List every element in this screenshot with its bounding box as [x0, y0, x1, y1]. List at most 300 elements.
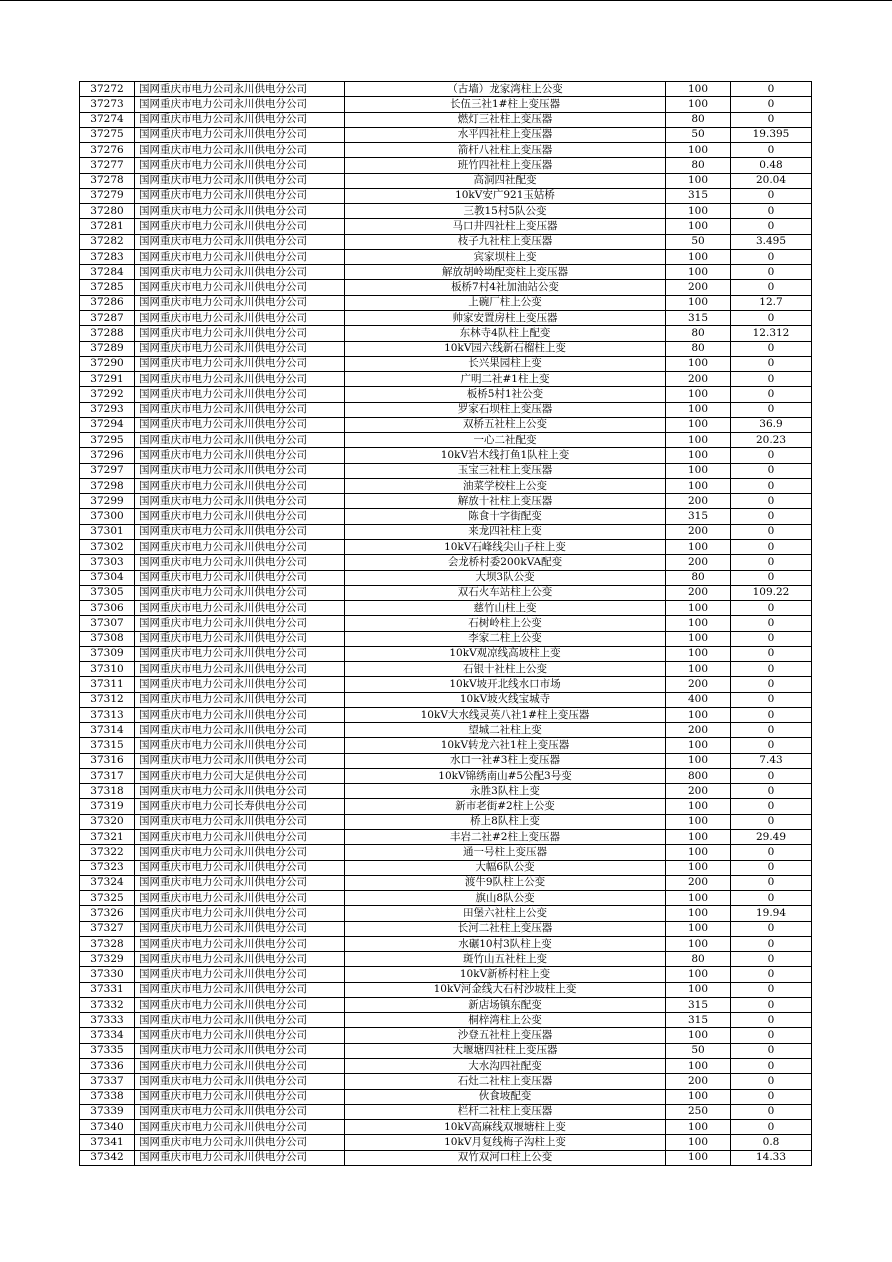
- cell-record-id: 37272: [80, 82, 135, 97]
- cell-company: 国网重庆市电力公司永川供电分公司: [135, 1043, 345, 1058]
- cell-capacity: 200: [666, 723, 731, 738]
- cell-record-id: 37273: [80, 97, 135, 112]
- table-row: [80, 753, 812, 768]
- table-row: [80, 906, 812, 921]
- cell-transformer-name: 栏杆二社柱上变压器: [345, 1104, 666, 1119]
- cell-transformer-name: 旗山8队公变: [345, 891, 666, 906]
- cell-record-id: 37286: [80, 295, 135, 310]
- cell-capacity: 80: [666, 570, 731, 585]
- table-body: [80, 82, 812, 1166]
- cell-record-id: 37337: [80, 1074, 135, 1089]
- cell-capacity: 100: [666, 616, 731, 631]
- cell-value: 0: [731, 112, 812, 127]
- cell-company: 国网重庆市电力公司永川供电分公司: [135, 555, 345, 570]
- cell-transformer-name: 丰岩二社#2柱上变压器: [345, 830, 666, 845]
- cell-transformer-name: 10kV月复线梅子沟柱上变: [345, 1135, 666, 1150]
- cell-record-id: 37303: [80, 555, 135, 570]
- cell-transformer-name: 双竹双河口柱上公变: [345, 1150, 666, 1165]
- cell-capacity: 100: [666, 249, 731, 264]
- table-row: [80, 1059, 812, 1074]
- cell-company: 国网重庆市电力公司永川供电分公司: [135, 814, 345, 829]
- table-row: [80, 875, 812, 890]
- cell-capacity: 100: [666, 906, 731, 921]
- cell-record-id: 37292: [80, 387, 135, 402]
- cell-value: 0: [731, 1043, 812, 1058]
- cell-company: 国网重庆市电力公司永川供电分公司: [135, 753, 345, 768]
- cell-company: 国网重庆市电力公司永川供电分公司: [135, 631, 345, 646]
- cell-transformer-name: 斑竹山五社柱上变: [345, 952, 666, 967]
- cell-record-id: 37317: [80, 768, 135, 783]
- cell-record-id: 37323: [80, 860, 135, 875]
- cell-company: 国网重庆市电力公司永川供电分公司: [135, 509, 345, 524]
- cell-transformer-name: 箭杆八社柱上变压器: [345, 143, 666, 158]
- cell-company: 国网重庆市电力公司永川供电分公司: [135, 356, 345, 371]
- table-row: [80, 555, 812, 570]
- cell-transformer-name: 板桥5村1社公变: [345, 387, 666, 402]
- cell-value: 0: [731, 860, 812, 875]
- cell-record-id: 37320: [80, 814, 135, 829]
- table-row: [80, 1013, 812, 1028]
- cell-company: 国网重庆市电力公司永川供电分公司: [135, 1089, 345, 1104]
- table-row: [80, 448, 812, 463]
- cell-transformer-name: 伙食坡配变: [345, 1089, 666, 1104]
- cell-value: 12.312: [731, 326, 812, 341]
- cell-transformer-name: 枝子九社柱上变压器: [345, 234, 666, 249]
- cell-value: 12.7: [731, 295, 812, 310]
- cell-company: 国网重庆市电力公司永川供电分公司: [135, 1150, 345, 1165]
- cell-capacity: 80: [666, 326, 731, 341]
- cell-value: 0.48: [731, 158, 812, 173]
- cell-capacity: 100: [666, 1135, 731, 1150]
- cell-value: 0: [731, 310, 812, 325]
- cell-company: 国网重庆市电力公司永川供电分公司: [135, 234, 345, 249]
- cell-transformer-name: 10kV石峰线尖山子柱上变: [345, 539, 666, 554]
- cell-company: 国网重庆市电力公司永川供电分公司: [135, 646, 345, 661]
- cell-value: 0: [731, 631, 812, 646]
- cell-value: 0: [731, 921, 812, 936]
- cell-company: 国网重庆市电力公司永川供电分公司: [135, 204, 345, 219]
- cell-capacity: 200: [666, 280, 731, 295]
- cell-record-id: 37275: [80, 127, 135, 142]
- cell-capacity: 100: [666, 356, 731, 371]
- cell-value: 0: [731, 1074, 812, 1089]
- cell-value: 0: [731, 1013, 812, 1028]
- cell-record-id: 37333: [80, 1013, 135, 1028]
- cell-company: 国网重庆市电力公司永川供电分公司: [135, 463, 345, 478]
- cell-transformer-name: 10kV高麻线双堰塘柱上变: [345, 1120, 666, 1135]
- cell-transformer-name: 10kV新桥村柱上变: [345, 967, 666, 982]
- cell-record-id: 37340: [80, 1120, 135, 1135]
- cell-value: 0: [731, 768, 812, 783]
- cell-record-id: 37298: [80, 478, 135, 493]
- cell-value: 0: [731, 845, 812, 860]
- page-top-border: [0, 0, 892, 1]
- cell-record-id: 37307: [80, 616, 135, 631]
- cell-transformer-name: 望城二社柱上变: [345, 723, 666, 738]
- table-row: [80, 280, 812, 295]
- table-row: [80, 234, 812, 249]
- cell-capacity: 800: [666, 768, 731, 783]
- cell-transformer-name: 来龙四社柱上变: [345, 524, 666, 539]
- cell-capacity: 100: [666, 433, 731, 448]
- table-row: [80, 326, 812, 341]
- cell-record-id: 37327: [80, 921, 135, 936]
- cell-record-id: 37328: [80, 936, 135, 951]
- cell-value: 0: [731, 784, 812, 799]
- table-row: [80, 601, 812, 616]
- cell-capacity: 100: [666, 448, 731, 463]
- cell-company: 国网重庆市电力公司永川供电分公司: [135, 1120, 345, 1135]
- cell-transformer-name: 一心二社配变: [345, 433, 666, 448]
- cell-company: 国网重庆市电力公司永川供电分公司: [135, 112, 345, 127]
- cell-transformer-name: 双桥五社柱上公变: [345, 417, 666, 432]
- cell-value: 19.395: [731, 127, 812, 142]
- cell-capacity: 100: [666, 82, 731, 97]
- cell-value: 0: [731, 463, 812, 478]
- cell-company: 国网重庆市电力公司永川供电分公司: [135, 982, 345, 997]
- cell-value: 0: [731, 509, 812, 524]
- cell-transformer-name: 长伍三社1#柱上变压器: [345, 97, 666, 112]
- cell-capacity: 100: [666, 845, 731, 860]
- table-row: [80, 799, 812, 814]
- cell-value: 0: [731, 1028, 812, 1043]
- cell-transformer-name: 板桥7村4社加油站公变: [345, 280, 666, 295]
- table-row: [80, 723, 812, 738]
- table-row: [80, 967, 812, 982]
- cell-value: 0: [731, 601, 812, 616]
- table-row: [80, 921, 812, 936]
- cell-value: 36.9: [731, 417, 812, 432]
- table-row: [80, 845, 812, 860]
- cell-record-id: 37308: [80, 631, 135, 646]
- table-row: [80, 219, 812, 234]
- cell-company: 国网重庆市电力公司永川供电分公司: [135, 906, 345, 921]
- cell-company: 国网重庆市电力公司永川供电分公司: [135, 219, 345, 234]
- table-row: [80, 784, 812, 799]
- table-row: [80, 1120, 812, 1135]
- cell-record-id: 37332: [80, 997, 135, 1012]
- cell-record-id: 37335: [80, 1043, 135, 1058]
- cell-transformer-name: 10kV园六线新石榴柱上变: [345, 341, 666, 356]
- cell-capacity: 100: [666, 1059, 731, 1074]
- cell-value: 0: [731, 570, 812, 585]
- cell-capacity: 100: [666, 646, 731, 661]
- cell-record-id: 37306: [80, 601, 135, 616]
- cell-company: 国网重庆市电力公司永川供电分公司: [135, 875, 345, 890]
- cell-company: 国网重庆市电力公司永川供电分公司: [135, 891, 345, 906]
- cell-company: 国网重庆市电力公司永川供电分公司: [135, 82, 345, 97]
- table-row: [80, 830, 812, 845]
- cell-value: 0: [731, 646, 812, 661]
- cell-value: 0: [731, 524, 812, 539]
- table-row: [80, 707, 812, 722]
- cell-transformer-name: 新店场镇东配变: [345, 997, 666, 1012]
- cell-company: 国网重庆市电力公司永川供电分公司: [135, 601, 345, 616]
- cell-record-id: 37338: [80, 1089, 135, 1104]
- table-row: [80, 402, 812, 417]
- cell-capacity: 100: [666, 204, 731, 219]
- table-row: [80, 112, 812, 127]
- cell-capacity: 50: [666, 234, 731, 249]
- cell-capacity: 100: [666, 265, 731, 280]
- cell-capacity: 315: [666, 1013, 731, 1028]
- cell-value: 0: [731, 799, 812, 814]
- cell-capacity: 100: [666, 417, 731, 432]
- cell-transformer-name: 长河二社柱上变压器: [345, 921, 666, 936]
- cell-value: 109.22: [731, 585, 812, 600]
- cell-capacity: 50: [666, 1043, 731, 1058]
- cell-company: 国网重庆市电力公司永川供电分公司: [135, 310, 345, 325]
- table-row: [80, 539, 812, 554]
- cell-record-id: 37287: [80, 310, 135, 325]
- cell-company: 国网重庆市电力公司永川供电分公司: [135, 997, 345, 1012]
- cell-record-id: 37302: [80, 539, 135, 554]
- table-row: [80, 188, 812, 203]
- cell-record-id: 37274: [80, 112, 135, 127]
- cell-company: 国网重庆市电力公司永川供电分公司: [135, 188, 345, 203]
- cell-value: 0: [731, 1059, 812, 1074]
- cell-company: 国网重庆市电力公司永川供电分公司: [135, 326, 345, 341]
- cell-company: 国网重庆市电力公司永川供电分公司: [135, 1074, 345, 1089]
- cell-value: 0: [731, 219, 812, 234]
- cell-capacity: 100: [666, 921, 731, 936]
- table-row: [80, 952, 812, 967]
- cell-value: 0: [731, 97, 812, 112]
- table-row: [80, 738, 812, 753]
- cell-value: 0: [731, 997, 812, 1012]
- cell-transformer-name: 10kV河金线大石村沙坡柱上变: [345, 982, 666, 997]
- cell-value: 0: [731, 952, 812, 967]
- table-row: [80, 265, 812, 280]
- cell-record-id: 37322: [80, 845, 135, 860]
- cell-capacity: 100: [666, 830, 731, 845]
- table-row: [80, 463, 812, 478]
- cell-company: 国网重庆市电力公司永川供电分公司: [135, 402, 345, 417]
- cell-company: 国网重庆市电力公司永川供电分公司: [135, 280, 345, 295]
- cell-value: 0: [731, 616, 812, 631]
- cell-company: 国网重庆市电力公司永川供电分公司: [135, 341, 345, 356]
- cell-capacity: 100: [666, 936, 731, 951]
- cell-value: 0: [731, 204, 812, 219]
- cell-capacity: 315: [666, 310, 731, 325]
- cell-transformer-name: 田堡六社柱上公变: [345, 906, 666, 921]
- cell-record-id: 37299: [80, 494, 135, 509]
- cell-transformer-name: 桥上8队柱上变: [345, 814, 666, 829]
- cell-capacity: 100: [666, 753, 731, 768]
- cell-company: 国网重庆市电力公司永川供电分公司: [135, 158, 345, 173]
- table-row: [80, 768, 812, 783]
- cell-capacity: 100: [666, 799, 731, 814]
- cell-capacity: 200: [666, 784, 731, 799]
- cell-transformer-name: 石树岭柱上公变: [345, 616, 666, 631]
- table-row: [80, 860, 812, 875]
- cell-company: 国网重庆市电力公司永川供电分公司: [135, 1135, 345, 1150]
- cell-company: 国网重庆市电力公司永川供电分公司: [135, 707, 345, 722]
- table-row: [80, 1150, 812, 1165]
- cell-record-id: 37276: [80, 143, 135, 158]
- table-row: [80, 341, 812, 356]
- cell-transformer-name: 10kV安广921玉姑桥: [345, 188, 666, 203]
- cell-company: 国网重庆市电力公司永川供电分公司: [135, 662, 345, 677]
- cell-company: 国网重庆市电力公司永川供电分公司: [135, 1028, 345, 1043]
- cell-capacity: 100: [666, 1028, 731, 1043]
- cell-capacity: 200: [666, 1074, 731, 1089]
- cell-capacity: 100: [666, 463, 731, 478]
- cell-transformer-name: 石银十社柱上公变: [345, 662, 666, 677]
- cell-company: 国网重庆市电力公司永川供电分公司: [135, 784, 345, 799]
- cell-transformer-name: 通一号柱上变压器: [345, 845, 666, 860]
- cell-record-id: 37297: [80, 463, 135, 478]
- cell-company: 国网重庆市电力公司永川供电分公司: [135, 585, 345, 600]
- cell-value: 0: [731, 662, 812, 677]
- cell-capacity: 100: [666, 1089, 731, 1104]
- table-row: [80, 249, 812, 264]
- cell-record-id: 37311: [80, 677, 135, 692]
- cell-record-id: 37293: [80, 402, 135, 417]
- table-row: [80, 524, 812, 539]
- table-row: [80, 662, 812, 677]
- cell-value: 0: [731, 555, 812, 570]
- cell-value: 0: [731, 448, 812, 463]
- table-row: [80, 143, 812, 158]
- cell-company: 国网重庆市电力公司永川供电分公司: [135, 539, 345, 554]
- cell-value: 29.49: [731, 830, 812, 845]
- cell-record-id: 37285: [80, 280, 135, 295]
- cell-record-id: 37310: [80, 662, 135, 677]
- cell-value: 0: [731, 891, 812, 906]
- cell-value: 0: [731, 1104, 812, 1119]
- cell-company: 国网重庆市电力公司永川供电分公司: [135, 127, 345, 142]
- cell-company: 国网重庆市电力公司永川供电分公司: [135, 936, 345, 951]
- table-row: [80, 478, 812, 493]
- cell-value: 0: [731, 936, 812, 951]
- cell-value: 0: [731, 707, 812, 722]
- cell-capacity: 80: [666, 341, 731, 356]
- cell-capacity: 200: [666, 677, 731, 692]
- cell-capacity: 100: [666, 662, 731, 677]
- cell-transformer-name: 大水沟四社配变: [345, 1059, 666, 1074]
- cell-capacity: 100: [666, 402, 731, 417]
- table-row: [80, 814, 812, 829]
- cell-capacity: 100: [666, 219, 731, 234]
- cell-value: 0: [731, 723, 812, 738]
- cell-value: 20.04: [731, 173, 812, 188]
- cell-transformer-name: 大幅6队公变: [345, 860, 666, 875]
- cell-company: 国网重庆市电力公司永川供电分公司: [135, 723, 345, 738]
- cell-company: 国网重庆市电力公司永川供电分公司: [135, 570, 345, 585]
- cell-transformer-name: 渡牛9队柱上公变: [345, 875, 666, 890]
- cell-record-id: 37341: [80, 1135, 135, 1150]
- cell-transformer-name: 高洞四社配变: [345, 173, 666, 188]
- cell-company: 国网重庆市电力公司永川供电分公司: [135, 845, 345, 860]
- cell-transformer-name: 油菜学校柱上公变: [345, 478, 666, 493]
- cell-record-id: 37318: [80, 784, 135, 799]
- cell-value: 0: [731, 982, 812, 997]
- cell-record-id: 37300: [80, 509, 135, 524]
- table-row: [80, 372, 812, 387]
- cell-transformer-name: 10kV锦绣南山#5公配3号变: [345, 768, 666, 783]
- cell-value: 0: [731, 356, 812, 371]
- cell-record-id: 37319: [80, 799, 135, 814]
- cell-company: 国网重庆市电力公司永川供电分公司: [135, 433, 345, 448]
- cell-company: 国网重庆市电力公司永川供电分公司: [135, 494, 345, 509]
- cell-transformer-name: 燃灯三社柱上变压器: [345, 112, 666, 127]
- cell-capacity: 80: [666, 158, 731, 173]
- cell-transformer-name: 新市老街#2柱上公变: [345, 799, 666, 814]
- cell-transformer-name: 三教15村5队公变: [345, 204, 666, 219]
- table-row: [80, 1028, 812, 1043]
- cell-company: 国网重庆市电力公司永川供电分公司: [135, 1013, 345, 1028]
- cell-value: 0: [731, 478, 812, 493]
- cell-capacity: 80: [666, 112, 731, 127]
- cell-value: 0: [731, 188, 812, 203]
- table-row: [80, 127, 812, 142]
- table-row: [80, 1043, 812, 1058]
- table-row: [80, 1135, 812, 1150]
- table-row: [80, 692, 812, 707]
- cell-company: 国网重庆市电力公司永川供电分公司: [135, 524, 345, 539]
- cell-capacity: 200: [666, 585, 731, 600]
- cell-transformer-name: 会龙桥村委200kVA配变: [345, 555, 666, 570]
- table-row: [80, 204, 812, 219]
- table-row: [80, 585, 812, 600]
- cell-capacity: 100: [666, 478, 731, 493]
- cell-transformer-name: 陈食十字街配变: [345, 509, 666, 524]
- table-row: [80, 173, 812, 188]
- cell-record-id: 37342: [80, 1150, 135, 1165]
- cell-company: 国网重庆市电力公司永川供电分公司: [135, 692, 345, 707]
- cell-company: 国网重庆市电力公司永川供电分公司: [135, 967, 345, 982]
- cell-record-id: 37339: [80, 1104, 135, 1119]
- cell-transformer-name: 班竹四社柱上变压器: [345, 158, 666, 173]
- cell-capacity: 200: [666, 875, 731, 890]
- cell-company: 国网重庆市电力公司长寿供电分公司: [135, 799, 345, 814]
- cell-record-id: 37278: [80, 173, 135, 188]
- table-row: [80, 295, 812, 310]
- table-row: [80, 310, 812, 325]
- cell-record-id: 37294: [80, 417, 135, 432]
- cell-value: 0: [731, 402, 812, 417]
- cell-value: 0: [731, 1120, 812, 1135]
- cell-capacity: 100: [666, 539, 731, 554]
- cell-record-id: 37329: [80, 952, 135, 967]
- cell-value: 7.43: [731, 753, 812, 768]
- table-row: [80, 158, 812, 173]
- table-row: [80, 417, 812, 432]
- cell-transformer-name: 广明二社#1柱上变: [345, 372, 666, 387]
- cell-record-id: 37330: [80, 967, 135, 982]
- cell-record-id: 37326: [80, 906, 135, 921]
- cell-company: 国网重庆市电力公司永川供电分公司: [135, 143, 345, 158]
- cell-company: 国网重庆市电力公司永川供电分公司: [135, 173, 345, 188]
- cell-record-id: 37301: [80, 524, 135, 539]
- table-row: [80, 631, 812, 646]
- cell-transformer-name: 慈竹山柱上变: [345, 601, 666, 616]
- cell-capacity: 100: [666, 143, 731, 158]
- cell-company: 国网重庆市电力公司永川供电分公司: [135, 295, 345, 310]
- cell-capacity: 100: [666, 1120, 731, 1135]
- cell-capacity: 100: [666, 860, 731, 875]
- table-row: [80, 509, 812, 524]
- cell-record-id: 37313: [80, 707, 135, 722]
- cell-capacity: 100: [666, 173, 731, 188]
- cell-record-id: 37315: [80, 738, 135, 753]
- cell-value: 20.23: [731, 433, 812, 448]
- cell-transformer-name: 永胜3队柱上变: [345, 784, 666, 799]
- cell-company: 国网重庆市电力公司永川供电分公司: [135, 616, 345, 631]
- cell-value: 0: [731, 814, 812, 829]
- table-row: [80, 677, 812, 692]
